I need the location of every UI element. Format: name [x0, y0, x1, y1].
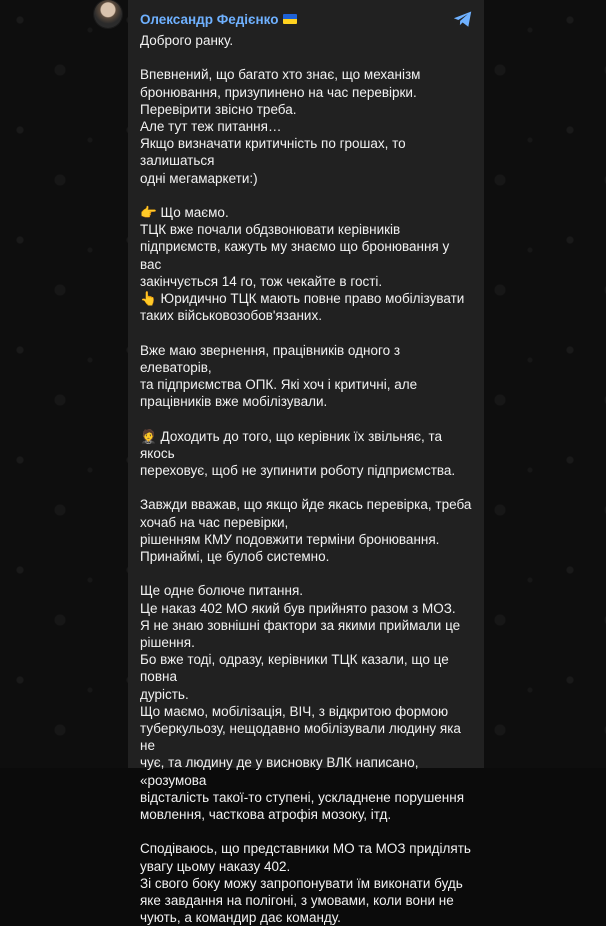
- message-line: Це наказ 402 МО який був прийнято разом з МОЗ.: [140, 600, 456, 616]
- sender-name: Олександр Федієнко: [140, 11, 279, 27]
- message-line: рішенням КМУ подовжити терміни бронювання.: [140, 531, 440, 547]
- message-line: чує, та людину де у висновку ВЛК написано, «розумова: [140, 755, 419, 788]
- message-text: [140, 32, 474, 926]
- message-line: Сподіваюсь, що представники МО та МОЗ приділять: [140, 841, 471, 857]
- message-paragraph: [140, 582, 474, 823]
- message-line: бронювання, призупинено на час перевірки.: [140, 84, 417, 100]
- message-line: відсталість такої-то ступені, ускладнене порушення: [140, 789, 465, 805]
- message-line: чують, а командир дає команду.: [140, 910, 341, 926]
- message-line: та підприємства ОПК. Які хоч і критичні, але: [140, 377, 418, 393]
- message-line: закінчується 14 го, тож чекайте в гості.: [140, 273, 383, 289]
- message-line: таких військовозобов'язаних.: [140, 308, 322, 324]
- message-paragraph: [140, 840, 474, 926]
- message-line: одні мегамаркети:): [140, 170, 258, 186]
- message-paragraph: [140, 32, 474, 49]
- ukraine-flag-icon: [283, 14, 297, 24]
- message-line: увагу цьому наказу 402.: [140, 858, 291, 874]
- message-line: Що маємо, мобілізація, ВІЧ, з відкритою формою: [140, 703, 449, 719]
- message-line: Бо вже тоді, одразу, керівники ТЦК казали, що це повна: [140, 652, 449, 685]
- message-line: ТЦК вже почали обдзвонювати керівників: [140, 222, 401, 238]
- message-line: яке завдання на полігоні, з умовами, коли вони не: [140, 893, 454, 909]
- message-paragraph: [140, 496, 474, 565]
- message-paragraph: [140, 342, 474, 411]
- message-line: 🤵 Доходить до того, що керівник їх звільняє, та якось: [140, 428, 443, 461]
- message-line: Принаймі, це булоб системно.: [140, 549, 330, 565]
- message-line: Якщо визначати критичність по грошах, то залишаться: [140, 136, 406, 169]
- message-line: хочаб на час перевірки,: [140, 514, 289, 530]
- message-line: 👆 Юридично ТЦК мають повне право мобілізувати: [140, 291, 465, 307]
- message-paragraph: [140, 204, 474, 324]
- message-line: переховує, щоб не зупинити роботу підприємства.: [140, 463, 456, 479]
- message-line: Перевірити звісно треба.: [140, 101, 297, 117]
- message-line: підприємств, кажуть му знаємо що бронювання у вас: [140, 239, 450, 272]
- message-line: Але тут теж питання…: [140, 119, 282, 134]
- message-line: Ще одне болюче питання.: [140, 583, 304, 599]
- message-line: Я не знаю зовнішні фактори за якими приймали це: [140, 617, 461, 633]
- message-line: дурість.: [140, 686, 189, 702]
- message-line: Вже маю звернення, працівників одного з елеваторів,: [140, 342, 401, 375]
- message-paragraph: [140, 428, 474, 480]
- telegram-icon[interactable]: [452, 8, 474, 30]
- message-line: 👉 Що маємо.: [140, 205, 229, 220]
- message-line: Завжди вважав, що якщо йде якась перевірка, треба: [140, 497, 472, 513]
- message-line: Зі свого боку можу запропонувати їм виконати будь: [140, 875, 463, 891]
- message-line: Впевнений, що багато хто знає, що механізм: [140, 67, 421, 83]
- sender-avatar[interactable]: [94, 0, 122, 28]
- message-line: рішення.: [140, 635, 195, 651]
- sender-name-link[interactable]: [140, 12, 297, 27]
- message-paragraph: [140, 66, 474, 186]
- message-line: Доброго ранку.: [140, 33, 234, 48]
- message-line: туберкульозу, нещодавно мобілізували людину яка не: [140, 721, 461, 754]
- message-header: [140, 8, 474, 30]
- message-line: працівників вже мобілізували.: [140, 394, 328, 410]
- message-line: мовлення, часткова атрофія мозоку, ітд.: [140, 807, 392, 823]
- message-bubble: [128, 0, 484, 926]
